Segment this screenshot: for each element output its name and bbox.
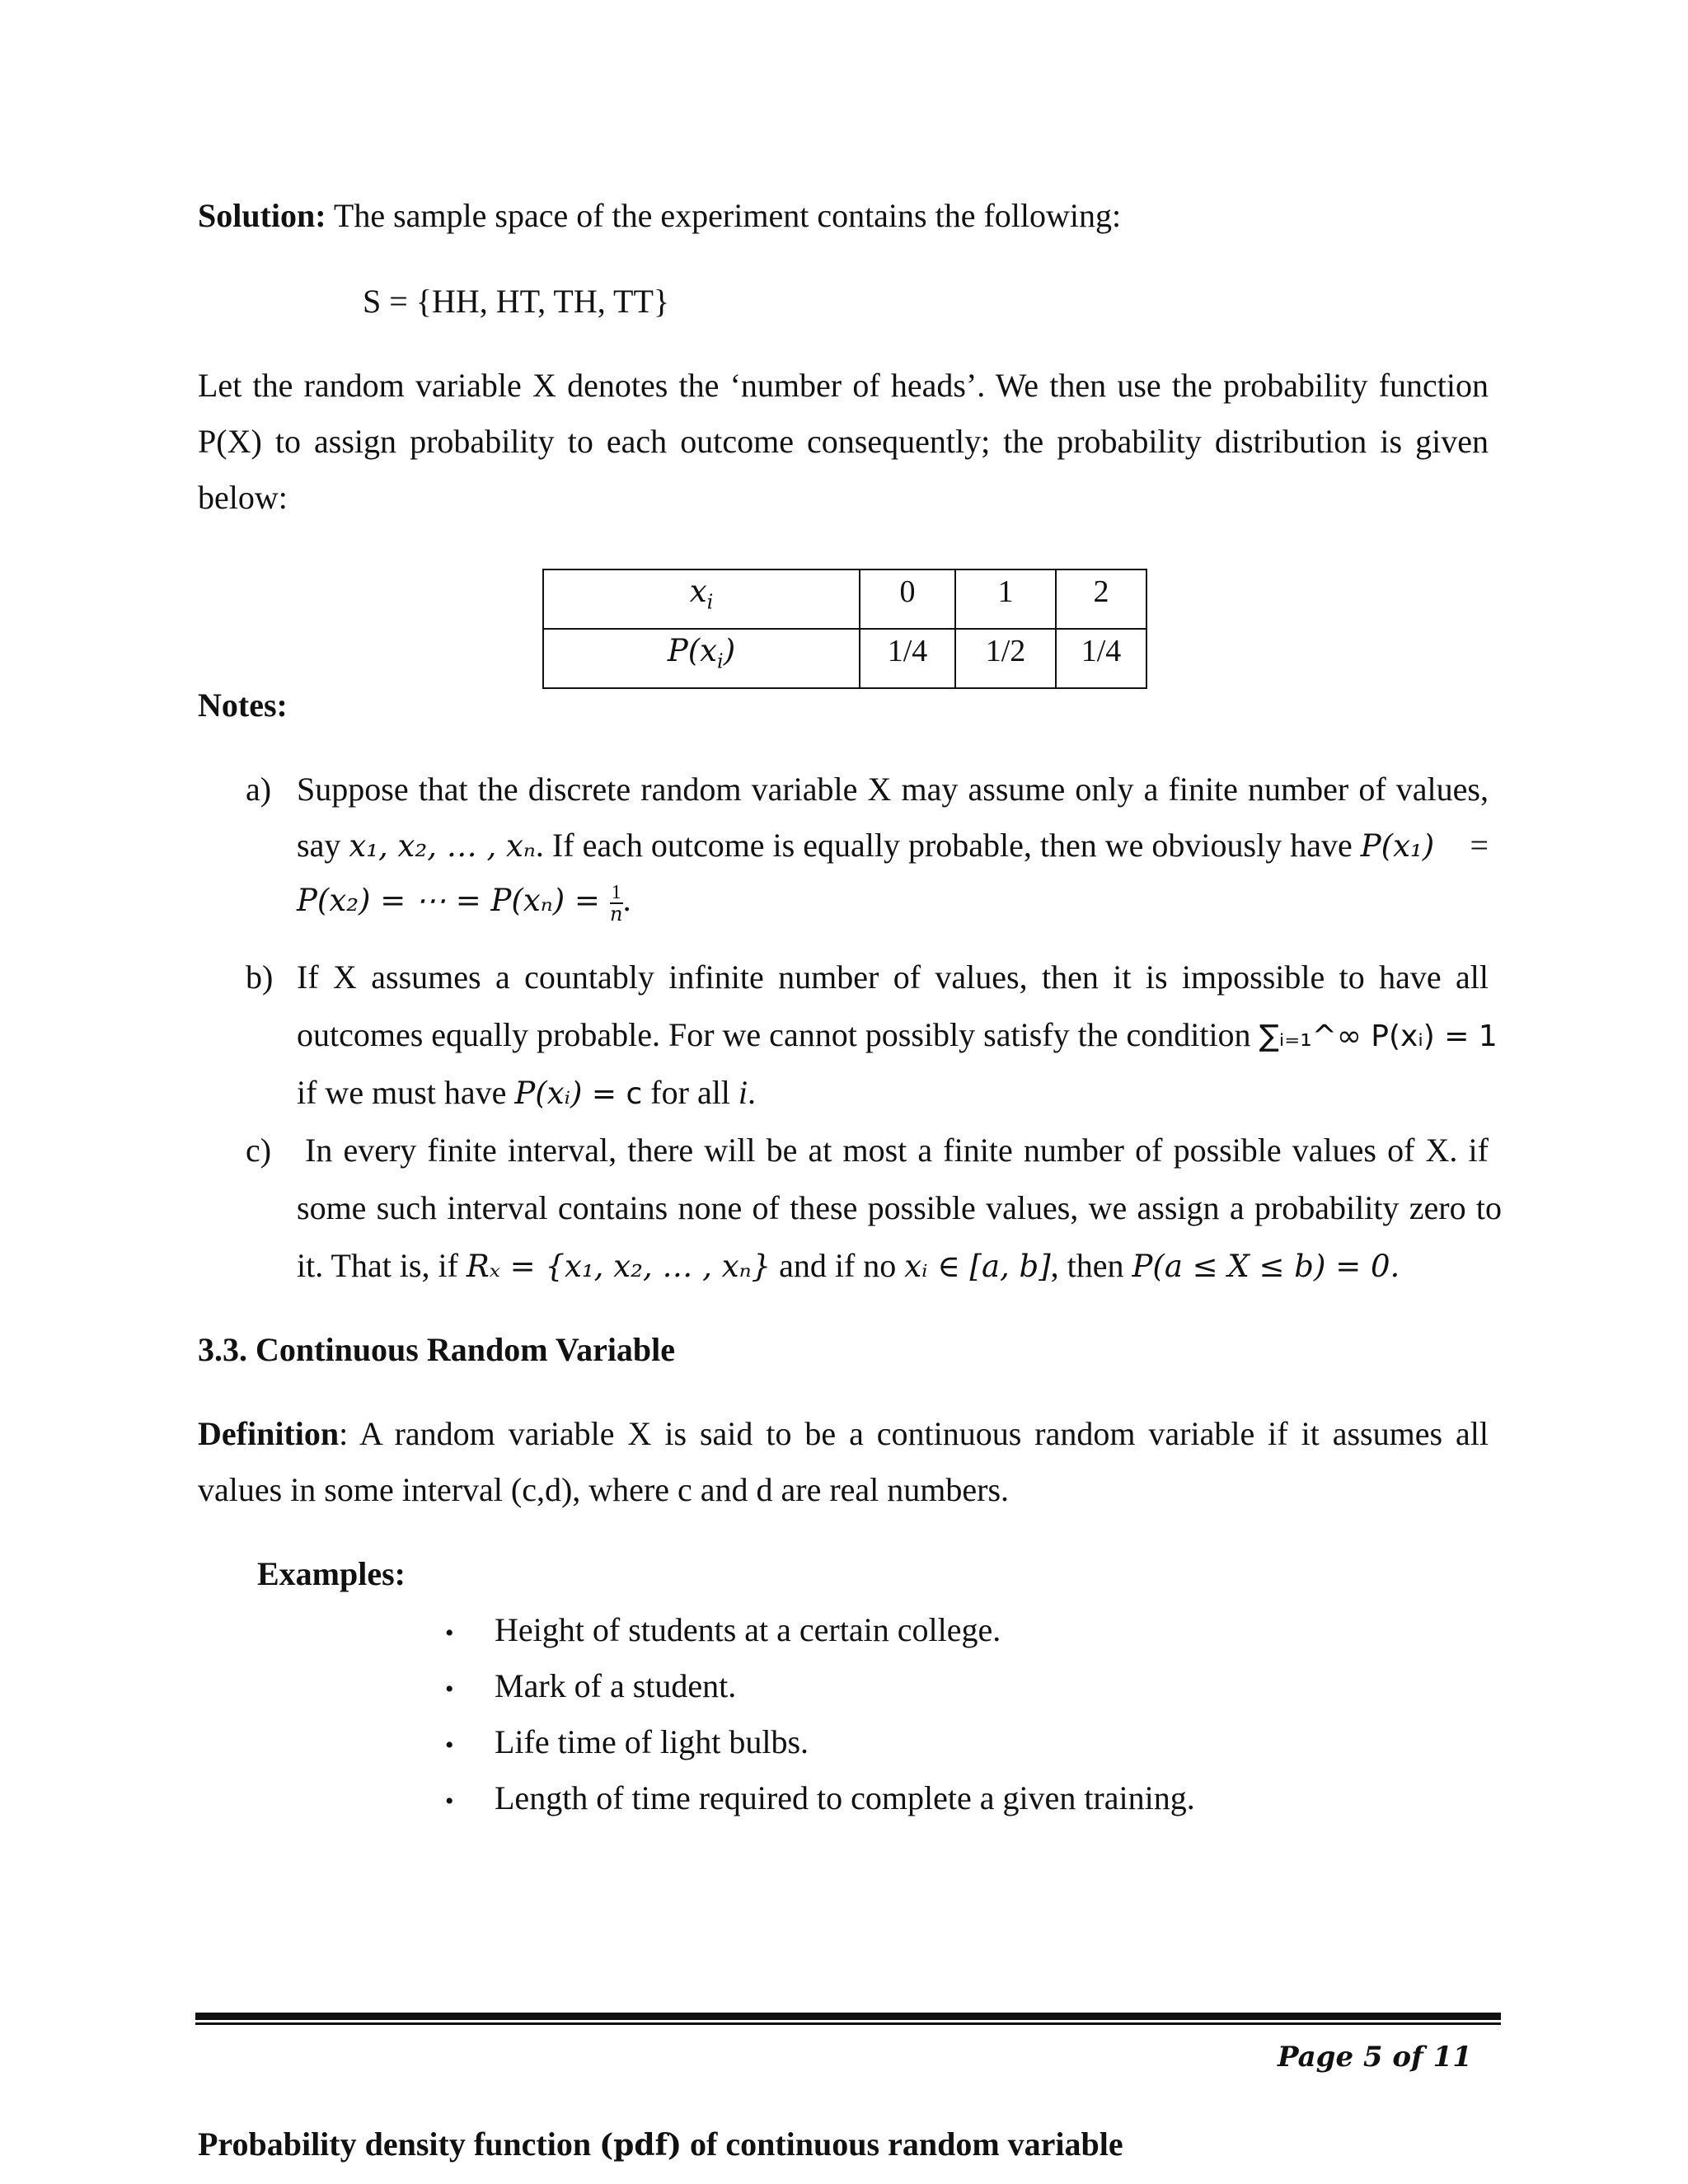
table-header-cell: $x_i$ (543, 569, 860, 629)
page-number: Page 5 of 11 (1278, 2041, 1472, 2074)
note-a-marker: a) (246, 771, 272, 808)
table-cell: 2 (1056, 569, 1146, 629)
note-c-line-3: it. That is, if Rₓ = {x₁, x₂, … , xₙ} and if no xᵢ ∈ [a, b], then P(a ≤ X ≤ b) = 0. (297, 1247, 1400, 1284)
table-row (543, 629, 1146, 688)
table-cell: 0 (860, 569, 955, 629)
definition-label: Definition (198, 1415, 340, 1452)
table-cell: 1/2 (955, 629, 1056, 688)
next-section-heading: Probability density function (pdf) of continuous random variable (198, 2125, 1123, 2163)
note-b-line-1: If X assumes a countably infinite number of values, then it is impossible to have all (297, 958, 1489, 996)
bullet: • (445, 1732, 454, 1759)
examples-label: Examples: (257, 1555, 406, 1592)
table-cell: 1/4 (1056, 629, 1146, 688)
probability-distribution-table (542, 569, 1147, 689)
list-item: • Height of students at a certain college. (445, 1611, 1001, 1648)
definition-line-1: Definition: A random variable X is said to be a continuous random variable if it assumes all (198, 1415, 1489, 1452)
note-c-line-2: some such interval contains none of these possible values, we assign a probability zero to (297, 1189, 1502, 1226)
list-item: • Length of time required to complete a given training. (445, 1779, 1195, 1816)
table-header-cell: $P(x_i)$ (543, 629, 860, 688)
list-item: • Life time of light bulbs. (445, 1723, 809, 1760)
intro-line-3: below: (198, 479, 288, 516)
note-a-line-3: P(x₂) = ⋯ = P(xₙ) = $\frac{1}{n}$ . (297, 881, 631, 926)
table-cell: 1 (955, 569, 1056, 629)
table-cell: 1/4 (860, 629, 955, 688)
note-b-line-2: outcomes equally probable. For we cannot possibly satisfy the condition ∑ᵢ₌₁^∞ P(xᵢ) = 1 (297, 1016, 1498, 1053)
bullet: • (445, 1675, 454, 1703)
solution-text: The sample space of the experiment contains the following: (326, 197, 1122, 234)
intro-line-1: Let the random variable X denotes the ‘number of heads’. We then use the probability function (198, 367, 1489, 404)
intro-line-2: P(X) to assign probability to each outcome consequently; the probability distribution is given (198, 423, 1489, 460)
section-heading: 3.3. Continuous Random Variable (198, 1331, 676, 1368)
bullet: • (445, 1619, 454, 1647)
bullet: • (445, 1788, 454, 1815)
footer-rule-thin (195, 2022, 1501, 2025)
note-a-line-2: say x₁, x₂, … , xₙ. If each outcome is equally probable, then we obviously have P(x₁) = (297, 827, 1489, 864)
note-c-line-1: In every finite interval, there will be at most a finite number of possible values of X. if (305, 1132, 1489, 1169)
footer-rule-thick (195, 2013, 1501, 2020)
notes-label: Notes: (198, 687, 288, 724)
note-a-line-1: Suppose that the discrete random variable X may assume only a finite number of values, (297, 771, 1489, 808)
note-b-marker: b) (246, 958, 274, 996)
note-c-marker: c) (246, 1132, 272, 1169)
definition-line-2: values in some interval (c,d), where c and d are real numbers. (198, 1471, 1010, 1508)
solution-paragraph (198, 196, 1121, 235)
list-item: • Mark of a student. (445, 1667, 737, 1704)
sample-space: S = {HH, HT, TH, TT} (363, 283, 670, 320)
fraction-one-over-n: $\frac{1}{n}$ (609, 881, 623, 926)
note-b-line-3: if we must have P(xᵢ) = c for all i. (297, 1074, 757, 1111)
solution-label: Solution: (198, 197, 326, 234)
table-row (543, 569, 1146, 629)
